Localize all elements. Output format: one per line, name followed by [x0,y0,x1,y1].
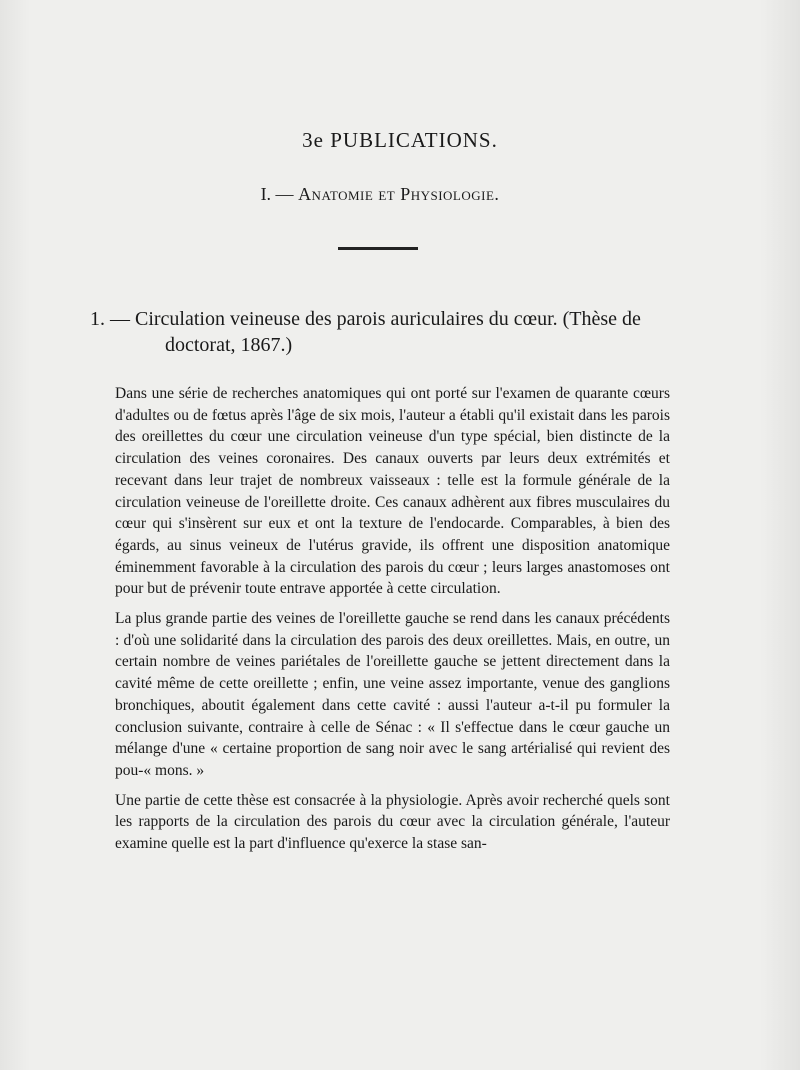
entry-title-line1: Circulation veineuse des parois auriculaires du cœur. (Thèse de [135,308,641,330]
subsection-title: Anatomie et Physiologie. [298,184,500,204]
subsection-heading [0,184,760,205]
divider-rule [338,247,418,250]
section-heading: 3e PUBLICATIONS. [302,128,498,152]
body-text [115,383,670,863]
paragraph: Dans une série de recherches anatomiques qui ont porté sur l'examen de quarante cœurs d'adultes ou de fœtus après l'âge de six mois, l'auteur a établi qu'il existait dans les parois des oreillettes du cœur une circulation veineuse d'un type spécial, bien distincte de la circulation des veines coronaires. Des canaux ouverts par leurs deux extrémités et recevant dans leur trajet de nombreux vaisseaux : telle est la formule générale de la circulation veineuse de l'oreillette droite. Ces canaux adhèrent aux fibres musculaires du cœur qui s'insèrent sur eux et ont la texture de l'endocarde. Comparables, à bien des égards, au sinus veineux de l'utérus gravide, ils offrent une disposition anatomique éminemment favorable à la circulation des parois du cœur ; leurs larges anastomoses ont pour but de prévenir toute entrave apportée à cette circulation. [115,385,670,598]
paragraph: Une partie de cette thèse est consacrée à la physiologie. Après avoir recherché quels sont les rapports de la circulation des parois du cœur avec la circulation générale, l'auteur examine quelle est la part d'influence qu'exerce la stase san- [115,791,670,853]
entry-number: 1. — [90,308,130,330]
paragraph: La plus grande partie des veines de l'oreillette gauche se rend dans les canaux précédents : d'où une solidarité dans la circulation des parois des deux oreillettes. Mais, en outre, un certain nombre de veines pariétales de l'oreillette gauche se jettent directement dans la cavité même de cette oreillette ; enfin, une veine assez importante, venue des ganglions bronchiques, aboutit également dans cette cavité : aussi l'auteur a-t-il pu formuler la conclusion suivante, contraire à celle de Sénac : « Il s'effectue dans le cœur gauche un mélange d'une « certaine proportion de sang noir avec le sang artérialisé qui revient des pou-« mons. » [115,610,670,779]
subsection-number: I. — [260,184,294,204]
entry-title [90,306,690,358]
entry-title-line2: doctorat, 1867.) [165,334,293,356]
